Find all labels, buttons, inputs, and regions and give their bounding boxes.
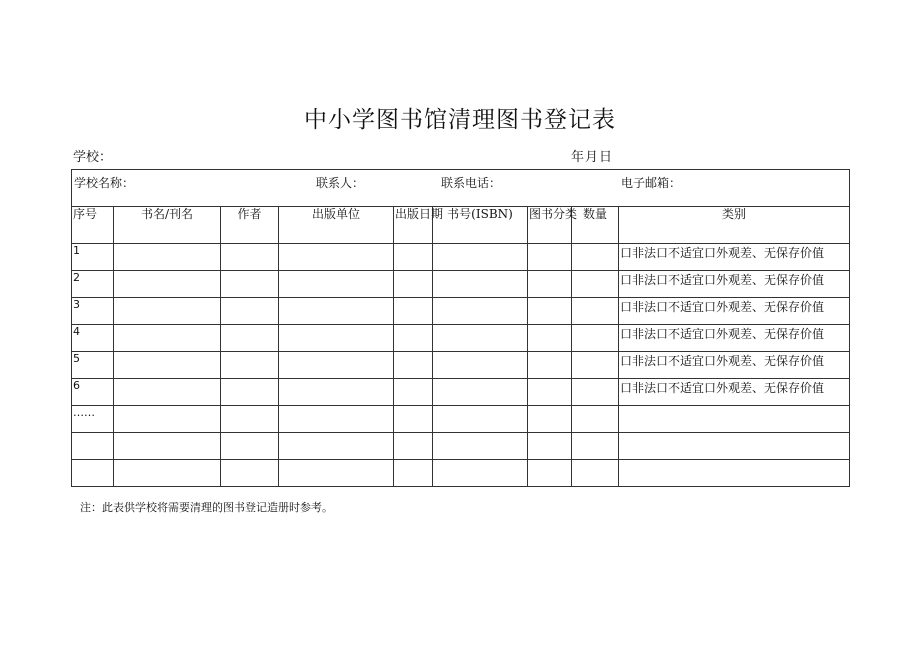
- table-cell[interactable]: [572, 271, 619, 298]
- row-type[interactable]: [619, 460, 850, 487]
- table-cell[interactable]: [221, 406, 279, 433]
- table-cell[interactable]: [572, 298, 619, 325]
- row-seq[interactable]: 6: [72, 379, 114, 406]
- table-cell[interactable]: [572, 325, 619, 352]
- table-cell[interactable]: [528, 460, 572, 487]
- table-cell[interactable]: [394, 460, 433, 487]
- footnote: 注：此表供学校将需要清理的图书登记造册时参考。: [80, 501, 333, 514]
- info-row: [72, 170, 850, 207]
- row-type[interactable]: 口非法口不适宜口外观差、无保存价值: [619, 298, 850, 325]
- row-seq[interactable]: 5: [72, 352, 114, 379]
- table-cell[interactable]: [433, 433, 528, 460]
- table-cell[interactable]: [279, 352, 394, 379]
- header-row: [72, 207, 850, 244]
- table-cell[interactable]: [394, 379, 433, 406]
- table-cell[interactable]: [221, 433, 279, 460]
- table-cell[interactable]: [394, 298, 433, 325]
- table-cell[interactable]: [221, 298, 279, 325]
- row-seq[interactable]: 2: [72, 271, 114, 298]
- info-cell[interactable]: [72, 170, 850, 207]
- table-cell[interactable]: [528, 406, 572, 433]
- header-seq: 序号: [72, 207, 114, 244]
- row-type[interactable]: 口非法口不适宜口外观差、无保存价值: [619, 379, 850, 406]
- school-name-label: 学校名称：: [74, 176, 135, 190]
- table-cell[interactable]: [114, 271, 221, 298]
- table-row: [72, 298, 850, 325]
- table-cell[interactable]: [114, 298, 221, 325]
- row-seq[interactable]: [72, 460, 114, 487]
- table-cell[interactable]: [394, 244, 433, 271]
- header-isbn: 书号(ISBN): [433, 207, 528, 244]
- table-cell[interactable]: [433, 244, 528, 271]
- table-cell[interactable]: [279, 271, 394, 298]
- table-row: [72, 379, 850, 406]
- table-cell[interactable]: [394, 352, 433, 379]
- table-cell[interactable]: [221, 271, 279, 298]
- table-cell[interactable]: [279, 460, 394, 487]
- contact-label: 联系人：: [316, 176, 365, 190]
- table-row: [72, 244, 850, 271]
- table-cell[interactable]: [394, 271, 433, 298]
- table-row: [72, 406, 850, 433]
- table-cell[interactable]: [528, 352, 572, 379]
- table-cell[interactable]: [279, 298, 394, 325]
- phone-label: 联系电话：: [441, 176, 502, 190]
- table-cell[interactable]: [114, 352, 221, 379]
- table-cell[interactable]: [528, 244, 572, 271]
- school-label: 学校：: [73, 150, 113, 165]
- row-type[interactable]: [619, 406, 850, 433]
- table-row: [72, 433, 850, 460]
- table-cell[interactable]: [433, 406, 528, 433]
- table-cell[interactable]: [114, 460, 221, 487]
- table-cell[interactable]: [433, 298, 528, 325]
- table-cell[interactable]: [528, 325, 572, 352]
- page-title: 中小学图书馆清理图书登记表: [304, 107, 616, 133]
- table-cell[interactable]: [433, 271, 528, 298]
- table-cell[interactable]: [279, 379, 394, 406]
- table-row: [72, 325, 850, 352]
- row-type[interactable]: 口非法口不适宜口外观差、无保存价值: [619, 325, 850, 352]
- table-cell[interactable]: [279, 433, 394, 460]
- table-cell[interactable]: [221, 379, 279, 406]
- table-cell[interactable]: [394, 325, 433, 352]
- table-row: [72, 271, 850, 298]
- table-cell[interactable]: [572, 460, 619, 487]
- header-publisher: 出版单位: [279, 207, 394, 244]
- row-type[interactable]: 口非法口不适宜口外观差、无保存价值: [619, 352, 850, 379]
- header-qty: 数量: [572, 207, 619, 244]
- row-type[interactable]: 口非法口不适宜口外观差、无保存价值: [619, 271, 850, 298]
- table-cell[interactable]: [528, 379, 572, 406]
- row-seq[interactable]: 4: [72, 325, 114, 352]
- table-cell[interactable]: [394, 406, 433, 433]
- table-cell[interactable]: [572, 433, 619, 460]
- table-cell[interactable]: [572, 352, 619, 379]
- registration-table: [71, 169, 850, 487]
- header-author: 作者: [221, 207, 279, 244]
- table-cell[interactable]: [221, 244, 279, 271]
- table-cell[interactable]: [528, 298, 572, 325]
- header-pub-date: 出版日期: [394, 207, 433, 244]
- table-cell[interactable]: [394, 433, 433, 460]
- table-cell[interactable]: [528, 271, 572, 298]
- table-cell[interactable]: [279, 244, 394, 271]
- table-cell[interactable]: [221, 352, 279, 379]
- table-cell[interactable]: [114, 379, 221, 406]
- table-cell[interactable]: [433, 325, 528, 352]
- row-type[interactable]: 口非法口不适宜口外观差、无保存价值: [619, 244, 850, 271]
- table-cell[interactable]: [433, 460, 528, 487]
- table-cell[interactable]: [221, 325, 279, 352]
- table-cell[interactable]: [221, 460, 279, 487]
- row-seq[interactable]: 1: [72, 244, 114, 271]
- table-cell[interactable]: [433, 379, 528, 406]
- row-seq[interactable]: [72, 433, 114, 460]
- table-cell[interactable]: [114, 244, 221, 271]
- table-cell[interactable]: [114, 325, 221, 352]
- row-seq[interactable]: ……: [72, 406, 114, 433]
- row-type[interactable]: [619, 433, 850, 460]
- table-cell[interactable]: [279, 406, 394, 433]
- table-cell[interactable]: [572, 244, 619, 271]
- table-cell[interactable]: [572, 406, 619, 433]
- table-cell[interactable]: [279, 325, 394, 352]
- email-label: 电子邮箱：: [621, 176, 682, 190]
- table-row: [72, 460, 850, 487]
- table-row: [72, 352, 850, 379]
- table-cell[interactable]: [572, 379, 619, 406]
- date-label: 年月日: [571, 150, 614, 165]
- row-seq[interactable]: 3: [72, 298, 114, 325]
- table-cell[interactable]: [114, 433, 221, 460]
- header-title: 书名/刊名: [114, 207, 221, 244]
- table-cell[interactable]: [528, 433, 572, 460]
- header-type: 类别: [619, 207, 850, 244]
- table-cell[interactable]: [114, 406, 221, 433]
- header-category: 图书分类: [528, 207, 572, 244]
- table-cell[interactable]: [433, 352, 528, 379]
